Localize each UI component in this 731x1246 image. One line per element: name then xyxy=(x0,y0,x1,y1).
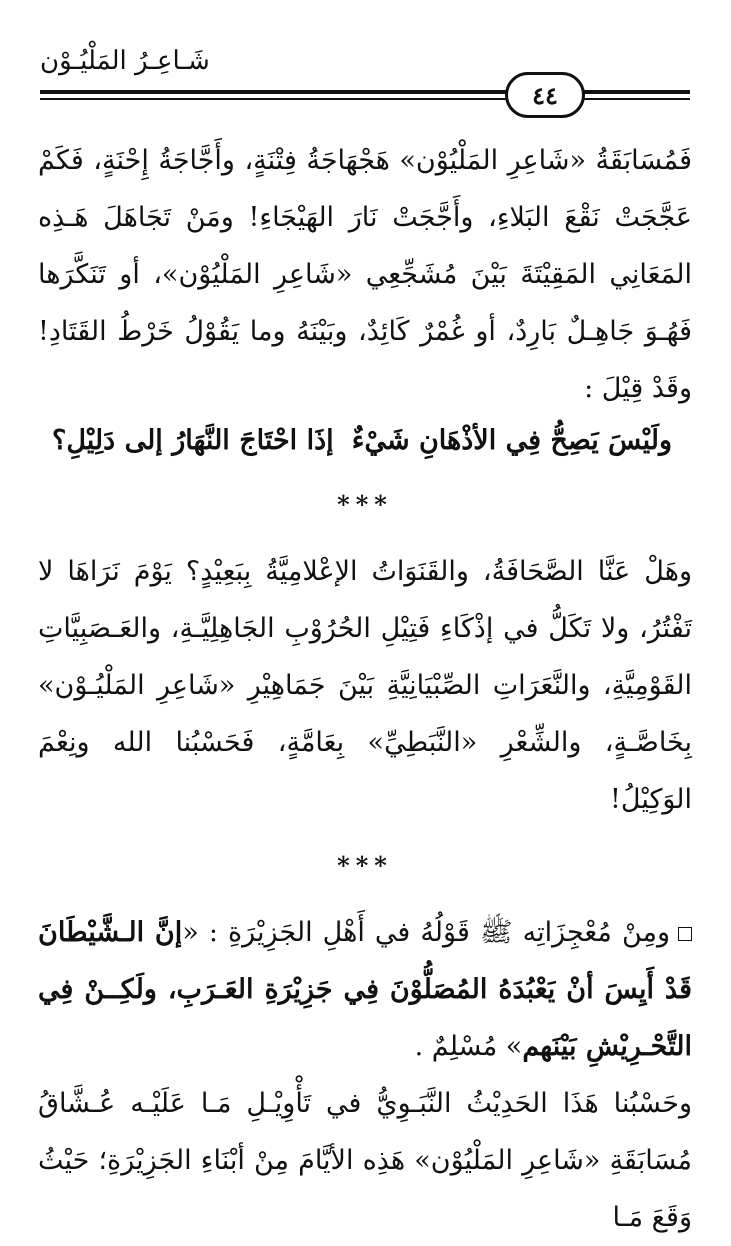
hadith-quote: إنَّ الـشَّيْطَانَ قَدْ أَيِسَ أنْ يَعْبُدَهُ المُصَلُّوْنَ فِي جَزِيْرَةِ العَـرَبِ، ولَكِــنْ فِي التَّحْـرِيْشِ بَيْنَهم xyxy=(38,917,692,1062)
verse-first-hemistich: ولَيْسَ يَصِحُّ فِي الأذْهَانِ شَيْءٌ xyxy=(351,425,672,456)
paragraph-4: وحَسْبُنا هَذَا الحَدِيْثُ النَّبَـوِيُّ في تَأْوِيْـلِ مَـا عَلَيْـه عُـشَّاقُ مُسَابَقَةِ «شَاعِرِ المَلْيُوْن» هَذِه الأيَّامَ مِنْ أبْنَاءِ الجَزِيْرَةِ؛ حَيْثُ وَقَعَ مَـا xyxy=(38,1088,692,1233)
paragraph-2: وهَلْ عَنَّا الصَّحَافَةُ، والقَنَوَاتُ الإعْلامِيَّةُ بِبَعِيْدٍ؟ يَوْمَ نَرَاهَا لا تَفْتُرُ، ولا تَكَلُّ في إذْكَاءِ فَتِيْلِ الحُرُوْبِ الجَاهِلِيَّـةِ، والعَـصَبِيَّاتِ القَوْمِيَّةِ، والنَّعَرَاتِ الصِّبْيَانِيَّةِ بَيْنَ جَمَاهِيْرِ «شَاعِرِ المَلْيُـوْن» بِخَاصَّـةٍ، والشِّعْرِ «النَّبَطِيِّ» بِعَامَّةٍ، فَحَسْبُنا الله ونِعْمَ الوَكِيْلُ! xyxy=(38,556,692,815)
paragraph-1: فَمُسَابَقَةُ «شَاعِرِ المَلْيُوْن» هَجْهَاجَةُ فِتْنَةٍ، وأَجَّاجَةُ إِحْنَةٍ، فَكَمْ عَجَّجَتْ نَقْعَ البَلاءِ، وأَجَّجَتْ نَارَ الهَيْجَاءِ! ومَنْ تَجَاهَلَ هَـذِه المَعَانِي المَقِيْتَةَ بَيْنَ مُشَجِّعِي «شَاعِرِ المَلْيُوْن»، أو تَنَكَّرَها فَهُـوَ جَاهِـلٌ بَارِدٌ، أو غُمْرٌ كَائِدٌ، وبَيْنَهُ وما يَقُوْلُ خَرْطُ القَتَادِ! وقَدْ قِيْلَ : xyxy=(38,145,692,404)
verse-second-hemistich: إذَا احْتَاجَ النَّهَارُ إلى دَلِيْلِ؟ xyxy=(52,425,334,456)
section-separator: *** xyxy=(337,490,393,519)
paragraph-3 xyxy=(38,904,692,1075)
running-title: شَـاعِـرُ المَلْيُـوْن xyxy=(40,46,210,76)
section-separator: *** xyxy=(337,851,393,880)
page-number: ٤٤ xyxy=(505,72,585,118)
paragraph-3-intro: ومِنْ مُعْجِزَاتِه ﷺ قَوْلُهُ في أَهْلِ الجَزِيْرَةِ : « xyxy=(182,917,670,948)
body-text xyxy=(38,132,692,1246)
header-rule-thin-line xyxy=(40,98,690,100)
paragraph-3-outro: » مُسْلِمٌ . xyxy=(414,1031,523,1062)
square-bullet-icon xyxy=(678,927,692,941)
header-rule-thick-line xyxy=(40,90,690,94)
header-rule xyxy=(40,86,690,106)
poetry-verse xyxy=(38,417,692,479)
